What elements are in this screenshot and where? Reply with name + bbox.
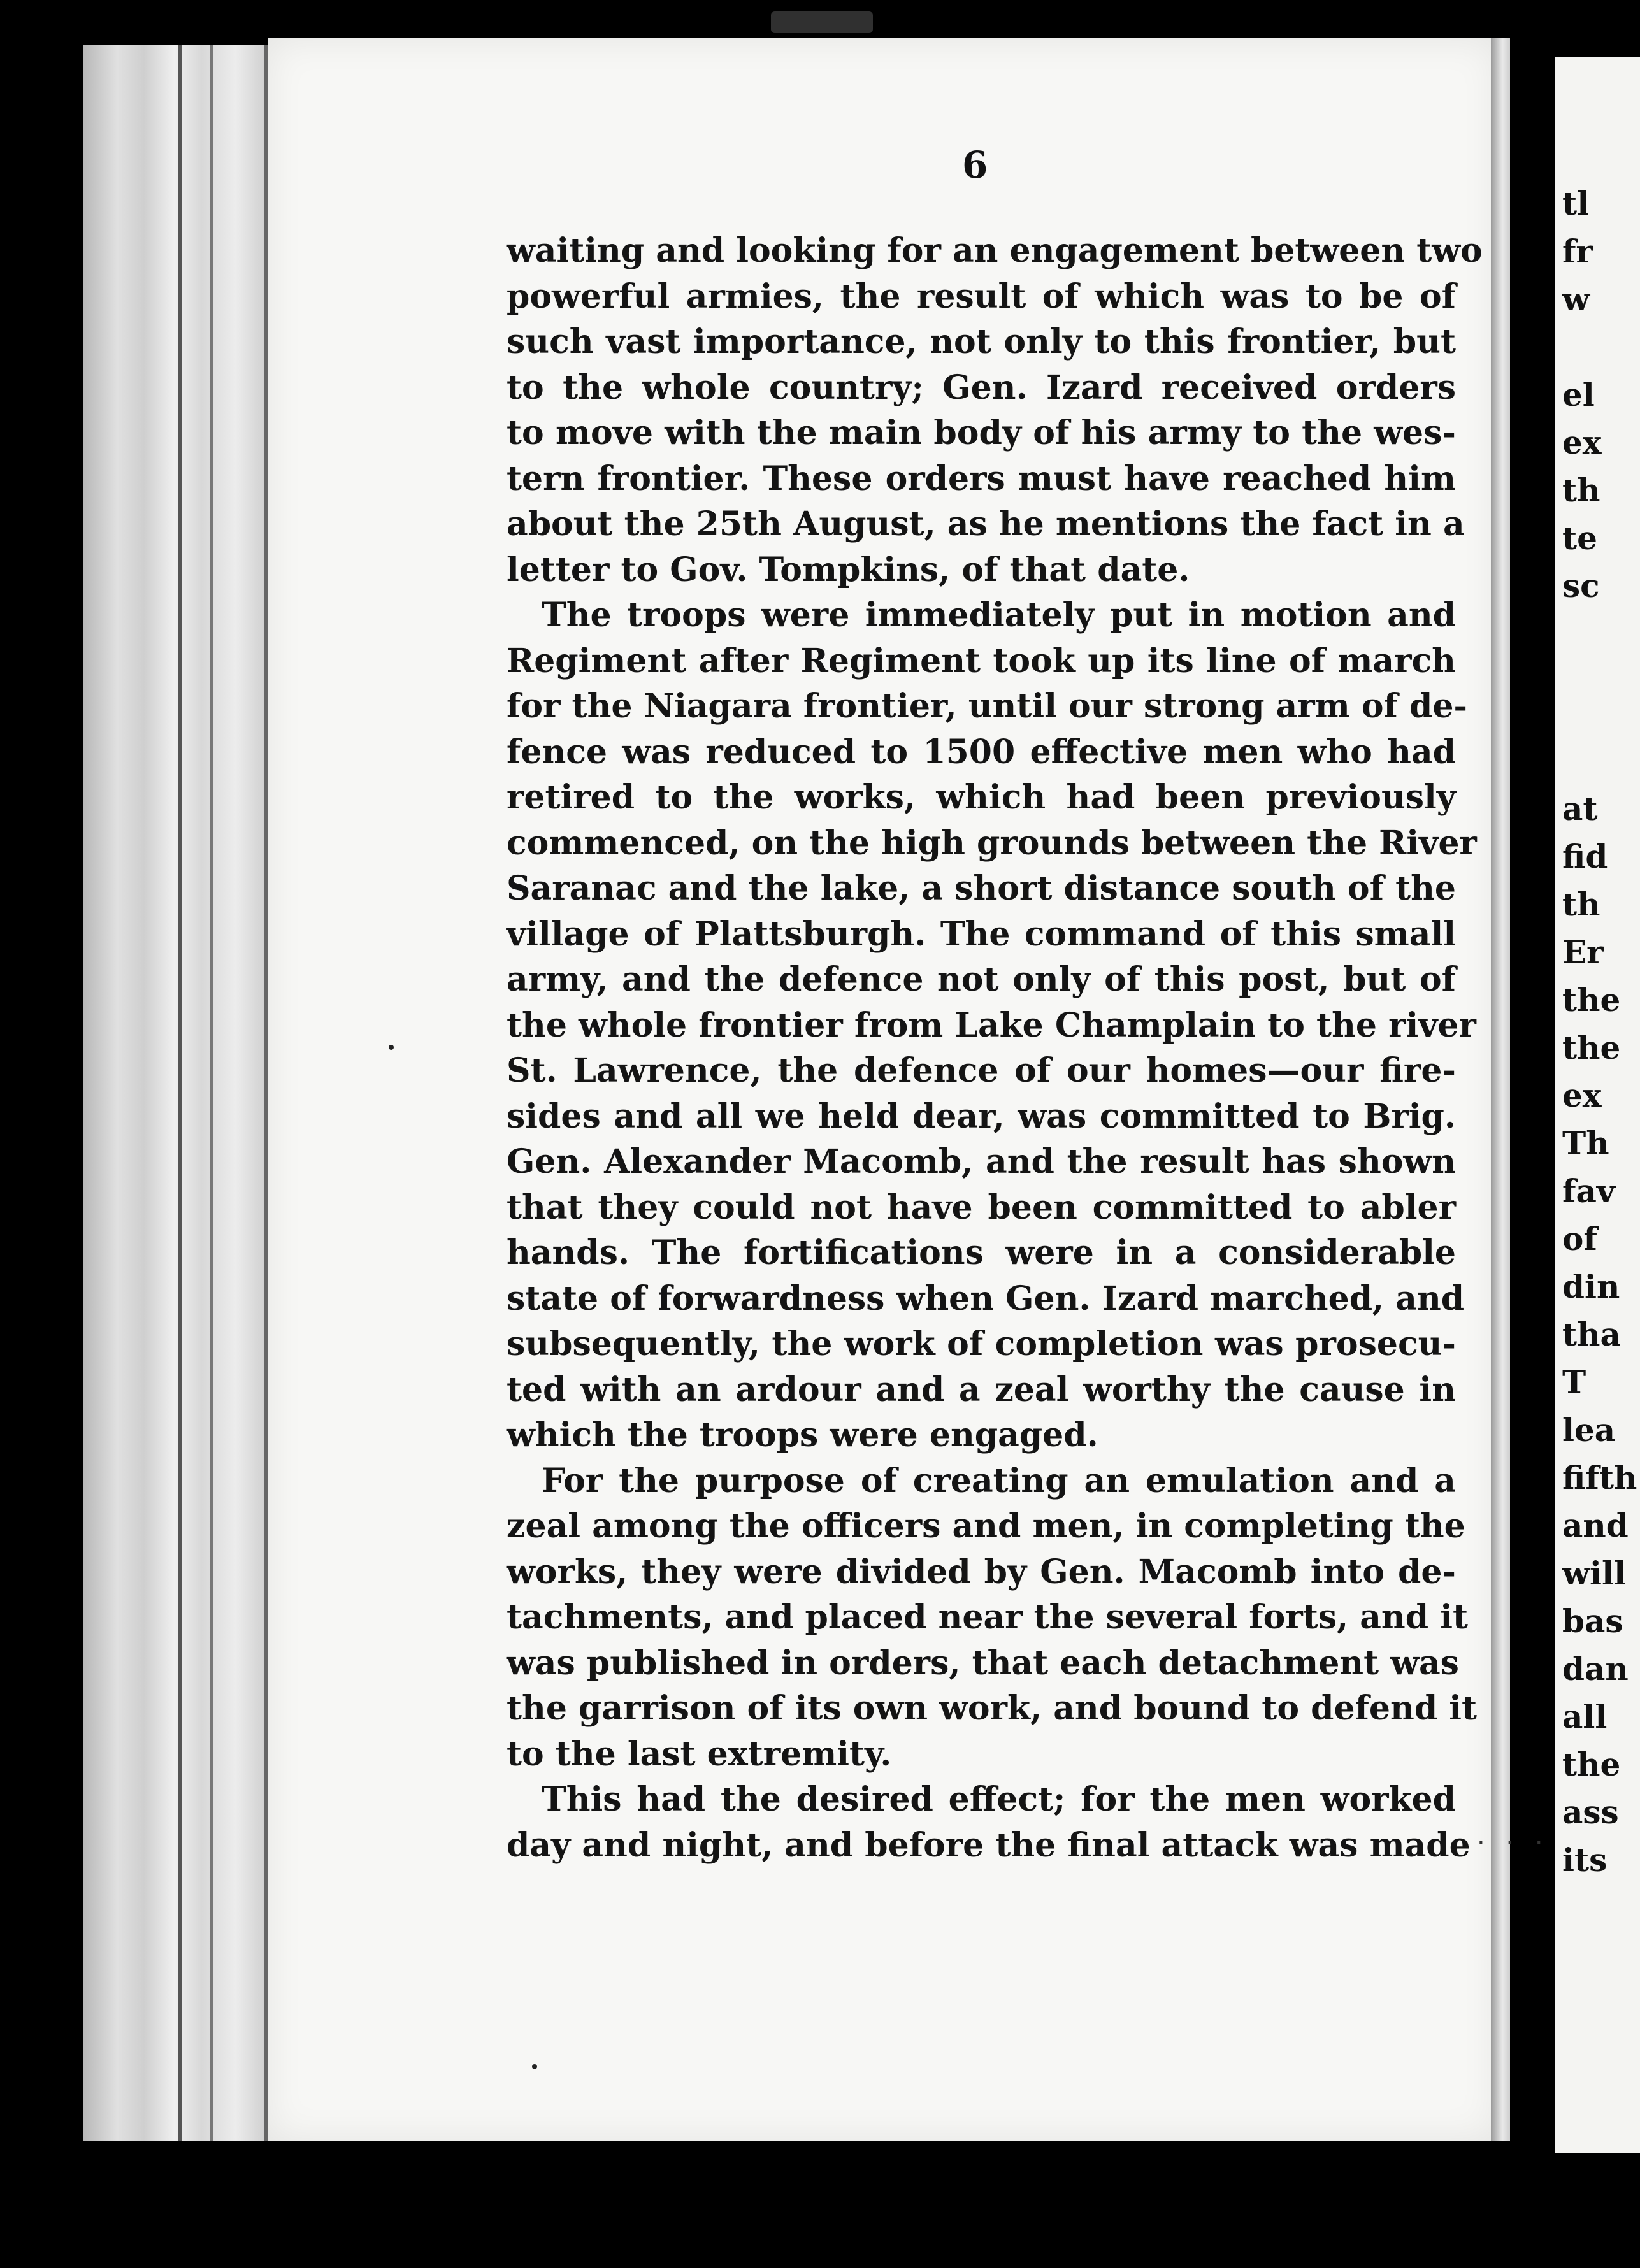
text-line: was published in orders, that each detachment was [507, 1643, 1459, 1683]
text-line: army, and the defence not only of this post, but of [507, 960, 1456, 999]
text-line: subsequently, the work of completion was prosecu- [507, 1324, 1456, 1363]
text-line: which the troops were engaged. [507, 1416, 1098, 1454]
text-line: zeal among the officers and men, in completing the [507, 1507, 1465, 1546]
facing-page-text-fragment: lea [1562, 1411, 1616, 1449]
scan-speck [532, 2064, 537, 2069]
facing-page-text-fragment: the [1562, 1029, 1621, 1066]
text-line: For the purpose of creating an emulation and a [542, 1461, 1456, 1500]
scan-speck [389, 1045, 394, 1050]
text-line: letter to Gov. Tompkins, of that date. [507, 550, 1190, 589]
scan-top-mark [771, 11, 873, 33]
facing-page-text-fragment: tha [1562, 1316, 1621, 1353]
text-line: state of forwardness when Gen. Izard marched, and [507, 1279, 1465, 1318]
facing-page-text-fragment: bas [1562, 1602, 1623, 1640]
facing-page-text-fragment: dan [1562, 1650, 1629, 1688]
text-line: for the Niagara frontier, until our strong arm of de- [507, 687, 1467, 726]
text-line: to move with the main body of his army to the wes- [507, 413, 1456, 452]
facing-page-text-fragment: the [1562, 981, 1621, 1019]
page-body-text [507, 228, 1483, 1868]
facing-page-text-fragment: will [1562, 1554, 1627, 1592]
text-line: Regiment after Regiment took up its line of march [507, 641, 1456, 680]
text-line: about the 25th August, as he mentions the fact in a [507, 505, 1465, 543]
facing-page-text-fragment: its [1562, 1841, 1608, 1879]
text-line: tern frontier. These orders must have reached him [507, 459, 1456, 498]
text-line: to the whole country; Gen. Izard received orders [507, 368, 1456, 407]
text-line: such vast importance, not only to this frontier, but [507, 322, 1456, 361]
text-line: the whole frontier from Lake Champlain to the river [507, 1005, 1476, 1045]
facing-page-text-fragment: te [1562, 519, 1597, 557]
text-line: hands. The fortifications were in a considerable [507, 1233, 1456, 1272]
text-line: the garrison of its own work, and bound to defend it [507, 1689, 1478, 1728]
facing-page-text-fragment: din [1562, 1268, 1620, 1305]
facing-page-text-fragment: fifth [1562, 1459, 1637, 1496]
binding-edge-line [210, 45, 213, 2141]
text-line: This had the desired effect; for the men worked [542, 1780, 1456, 1819]
facing-page-text-fragment: el [1562, 376, 1595, 413]
facing-page-text-fragment: th [1562, 471, 1600, 509]
facing-page-text-fragment: fr [1562, 233, 1593, 270]
text-line: The troops were immediately put in motion and [542, 596, 1456, 635]
text-line: waiting and looking for an engagement between two [507, 231, 1483, 270]
text-line: village of Plattsburgh. The command of this small [507, 914, 1456, 954]
page-right-edge [1491, 38, 1510, 2141]
text-line: fence was reduced to 1500 effective men who had [507, 732, 1456, 772]
text-line: powerful armies, the result of which was to be of [507, 276, 1456, 316]
text-line: that they could not have been committed to abler [507, 1188, 1456, 1227]
text-line: works, they were divided by Gen. Macomb into de- [507, 1552, 1456, 1591]
binding-edge-line [178, 45, 182, 2141]
facing-page-text-fragment: ass [1562, 1793, 1619, 1831]
text-line: tachments, and placed near the several forts, and it [507, 1598, 1468, 1637]
facing-page-text-fragment: tl [1562, 185, 1590, 222]
scan-dash-marks: · · · [1477, 1828, 1550, 1858]
facing-page-text-fragment: T [1562, 1363, 1586, 1401]
text-line: retired to the works, which had been previously [507, 778, 1456, 817]
text-line: commenced, on the high grounds between the River [507, 823, 1477, 863]
facing-page-text-fragment: the [1562, 1746, 1621, 1783]
facing-page-text-fragment: Th [1562, 1124, 1609, 1162]
text-line: Saranac and the lake, a short distance south of the [507, 869, 1456, 908]
facing-page-text-fragment: Er [1562, 933, 1604, 971]
page-number: 6 [962, 143, 988, 187]
facing-page-text-fragment: and [1562, 1507, 1629, 1544]
text-line: sides and all we held dear, was committed to Brig. [507, 1096, 1456, 1136]
facing-page-text-fragment: fav [1562, 1172, 1615, 1210]
text-line: St. Lawrence, the defence of our homes—our fire- [507, 1051, 1456, 1090]
facing-page-text-fragment: sc [1562, 567, 1600, 605]
facing-page-text-fragment: of [1562, 1220, 1597, 1258]
facing-page-text-fragment: at [1562, 790, 1598, 828]
text-line: day and night, and before the final attack was made [507, 1825, 1471, 1865]
text-line: Gen. Alexander Macomb, and the result has shown [507, 1142, 1456, 1181]
text-line: ted with an ardour and a zeal worthy the cause in [507, 1370, 1456, 1409]
facing-page-text-fragment: th [1562, 886, 1600, 923]
facing-page-text-fragment: w [1562, 280, 1590, 318]
facing-page-text-fragment: ex [1562, 424, 1602, 461]
facing-page-text-fragment: all [1562, 1698, 1608, 1735]
facing-page-edge [1555, 57, 1640, 2153]
text-line: to the last extremity. [507, 1734, 892, 1774]
facing-page-text-fragment: fid [1562, 838, 1608, 875]
facing-page-text-fragment: ex [1562, 1077, 1602, 1114]
